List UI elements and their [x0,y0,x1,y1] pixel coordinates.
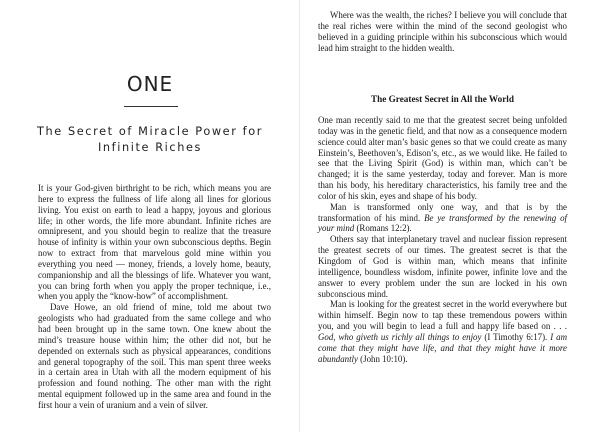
paragraph [318,299,567,364]
scripture-reference: (John 10:10). [357,353,408,364]
paragraph: Where was the wealth, the riches? I believe you will conclude that the real riches were within the mind of the second geologist who believed in a guiding principle within his subconscious which would lead him straight to the hidden wealth. [318,10,567,53]
scripture-quote: God, who giveth us richly all things to enjoy [318,331,482,342]
scripture-reference: (Romans 12:2). [354,223,412,234]
paragraph: It is your God-given birthright to be rich, which means you are here to express the fullness of life along all lines for glorious living. You exist on earth to lead a happy, joyous and glorious life; in other words, the life more abundant. Infinite riches are omnipresent, and you should begin to realize that the treasure house of infinity is within your own subconscious depths. Begin now to extract from that marvelous gold mine within you everything you need — money, friends, a lovely home, beauty, companionship and all the blessings of life. Whatever you want, you can bring forth when you apply the proper technique, i.e., when you apply the “know-how” of accomplishment. [38,183,271,302]
paragraph: Dave Howe, an old friend of mine, told me about two geologists who had graduated from the same college and who had been brought up in the same town. One knew about the mind’s treasure house within him; the other did not, but he depended on externals such as physical appearances, conditions and general topography of the soil. This man spent three weeks in a certain area in Utah with all the modern equipment of his profession and found nothing. The other man with the right mental equipment followed up in the same area and found in the first hour a vein of uranium and a vein of silver. [38,302,271,410]
paragraph: One man recently said to me that the greatest secret being unfolded today was in the genetic field, and that now as a consequence modern science could alter man’s basic genes so that we could create as many Einstein’s, Beethoven’s, Edison’s, etc., as we would like. He failed to see that the Living Spirit (God) is within man, which can’t be changed; it is the same yesterday, today and forever. Man is more than his body, his hereditary characteristics, his family tree and the color of his skin, eyes and shape of his body. [318,115,567,201]
text-run: Man is looking for the greatest secret in the world everywhere but within himself. Begin now to tap these tremendous powers within you, and you will begin to lead a full and happy life based on . . . [318,299,567,332]
left-body-text [38,183,271,411]
paragraph [318,202,567,235]
chapter-number: ONE [126,72,174,96]
section-heading: The Greatest Secret in All the World [371,94,514,104]
chapter-divider [124,106,178,107]
chapter-title: The Secret of Miracle Power for Infinite Riches [36,125,263,154]
scripture-quote: Be ye transformed by the renewing of your mind [318,212,567,234]
text-run: Man is transformed only one way, and that is by the transformation of his mind. [318,201,567,223]
paragraph: Others say that interplanetary travel and nuclear fission represent the greatest secrets of our times. The greatest secret is that the Kingdom of God is within man, which means that infinite intelligence, boundless wisdom, infinite power, infinite love and the answer to every problem under the sun are locked in his own subconscious mind. [318,234,567,299]
scripture-quote: I am come that they might have life, and that they might have it more abundantly [318,331,567,364]
right-body-text [318,115,567,364]
right-page [300,0,600,432]
right-opening-text [318,10,567,53]
scripture-reference: (I Timothy 6:17). [481,331,551,342]
